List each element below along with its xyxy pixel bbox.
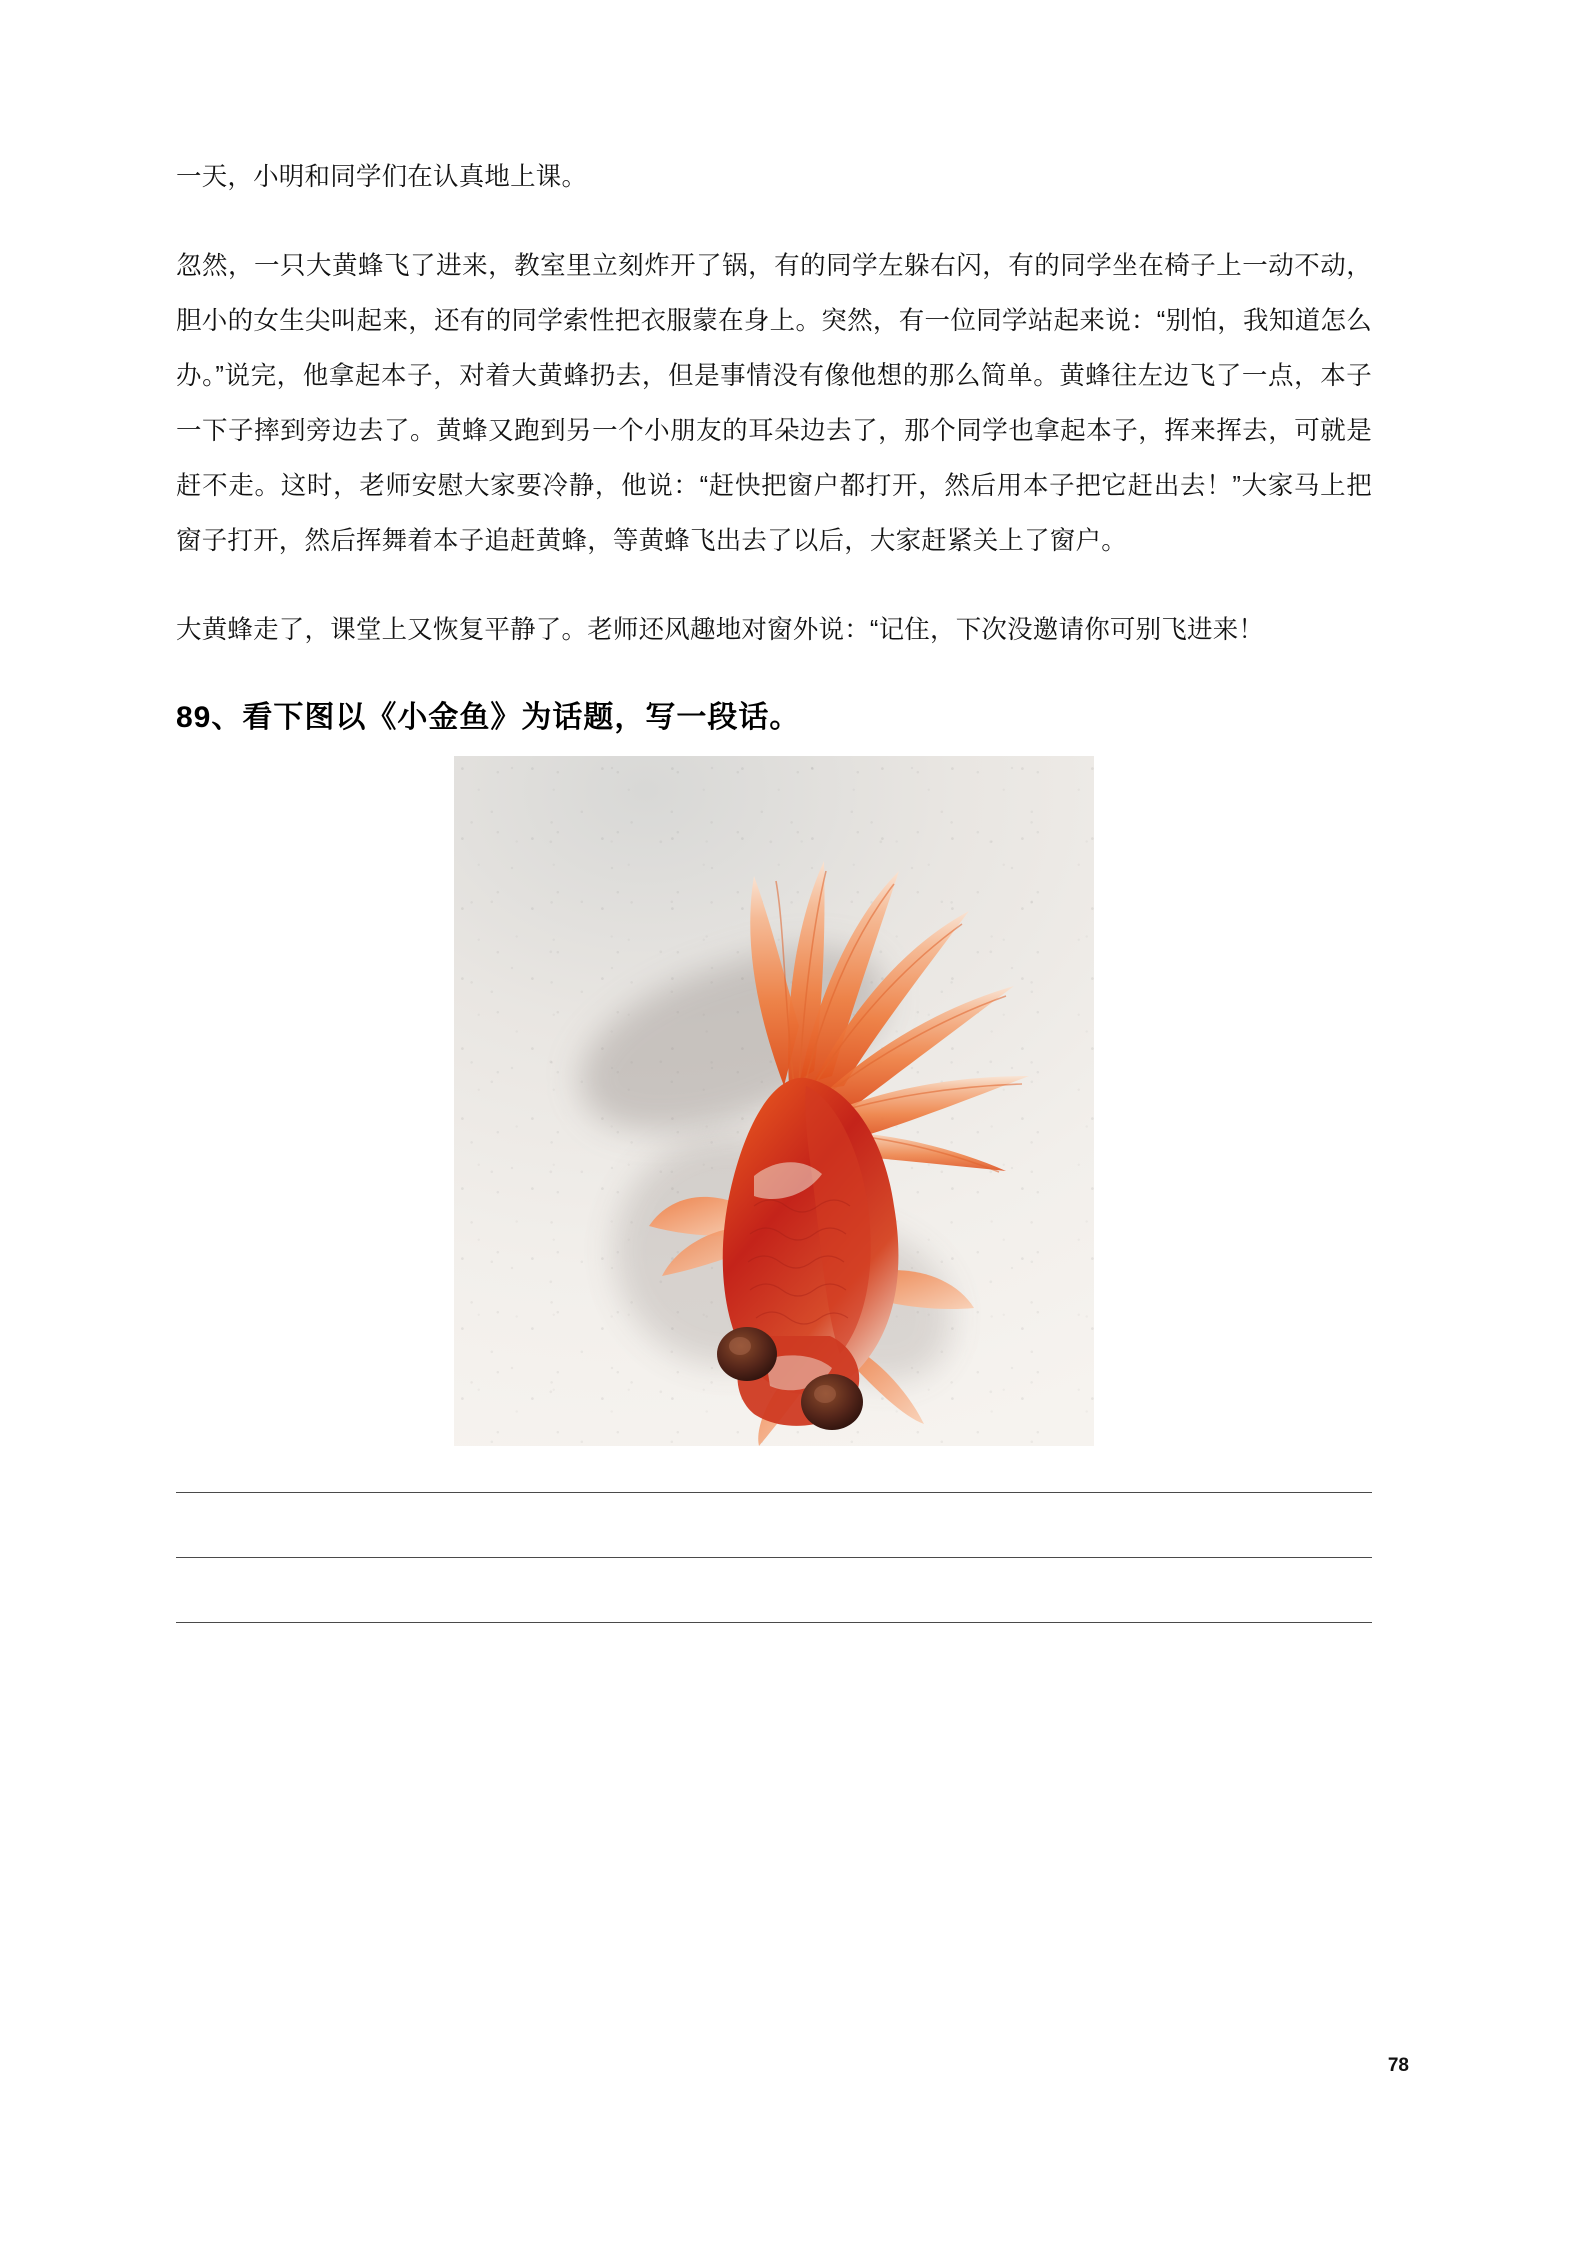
page-number: 78 (1387, 2055, 1409, 2076)
paragraph-3: 大黄蜂走了，课堂上又恢复平静了。老师还风趣地对窗外说：“记住，下次没邀请你可别飞进来！ (176, 616, 1265, 644)
figure-wrapper (176, 756, 1372, 1446)
paragraph-2: 忽然，一只大黄蜂飞了进来，教室里立刻炸开了锅，有的同学左躲右闪，有的同学坐在椅子上一动不动，胆小的女生尖叫起来，还有的同学索性把衣服蒙在身上。突然，有一位同学站起来说：“别怕，我知道怎么办。”说完，他拿起本子，对着大黄蜂扔去，但是事情没有像他想的那么简单。黄蜂往左边飞了一点，本子一下子摔到旁边去了。黄蜂又跑到另一个小朋友的耳朵边去了，那个同学也拿起本子，挥来挥去，可就是赶不走。这时，老师安慰大家要冷静，他说：“赶快把窗户都打开，然后用本子把它赶出去！”大家马上把窗子打开，然后挥舞着本子追赶黄蜂，等黄蜂飞出去了以后，大家赶紧关上了窗户。 (176, 252, 1372, 555)
answer-line-2[interactable] (176, 1557, 1372, 1558)
goldfish-illustration (454, 756, 1094, 1446)
question-title: 89、看下图以《小金鱼》为话题，写一段话。 (176, 701, 801, 734)
paragraph-1: 一天，小明和同学们在认真地上课。 (176, 163, 588, 191)
answer-line-1[interactable] (176, 1492, 1372, 1493)
page-content (176, 150, 1372, 1623)
answer-lines (176, 1492, 1372, 1623)
answer-line-3[interactable] (176, 1622, 1372, 1623)
goldfish-photo (454, 756, 1094, 1446)
